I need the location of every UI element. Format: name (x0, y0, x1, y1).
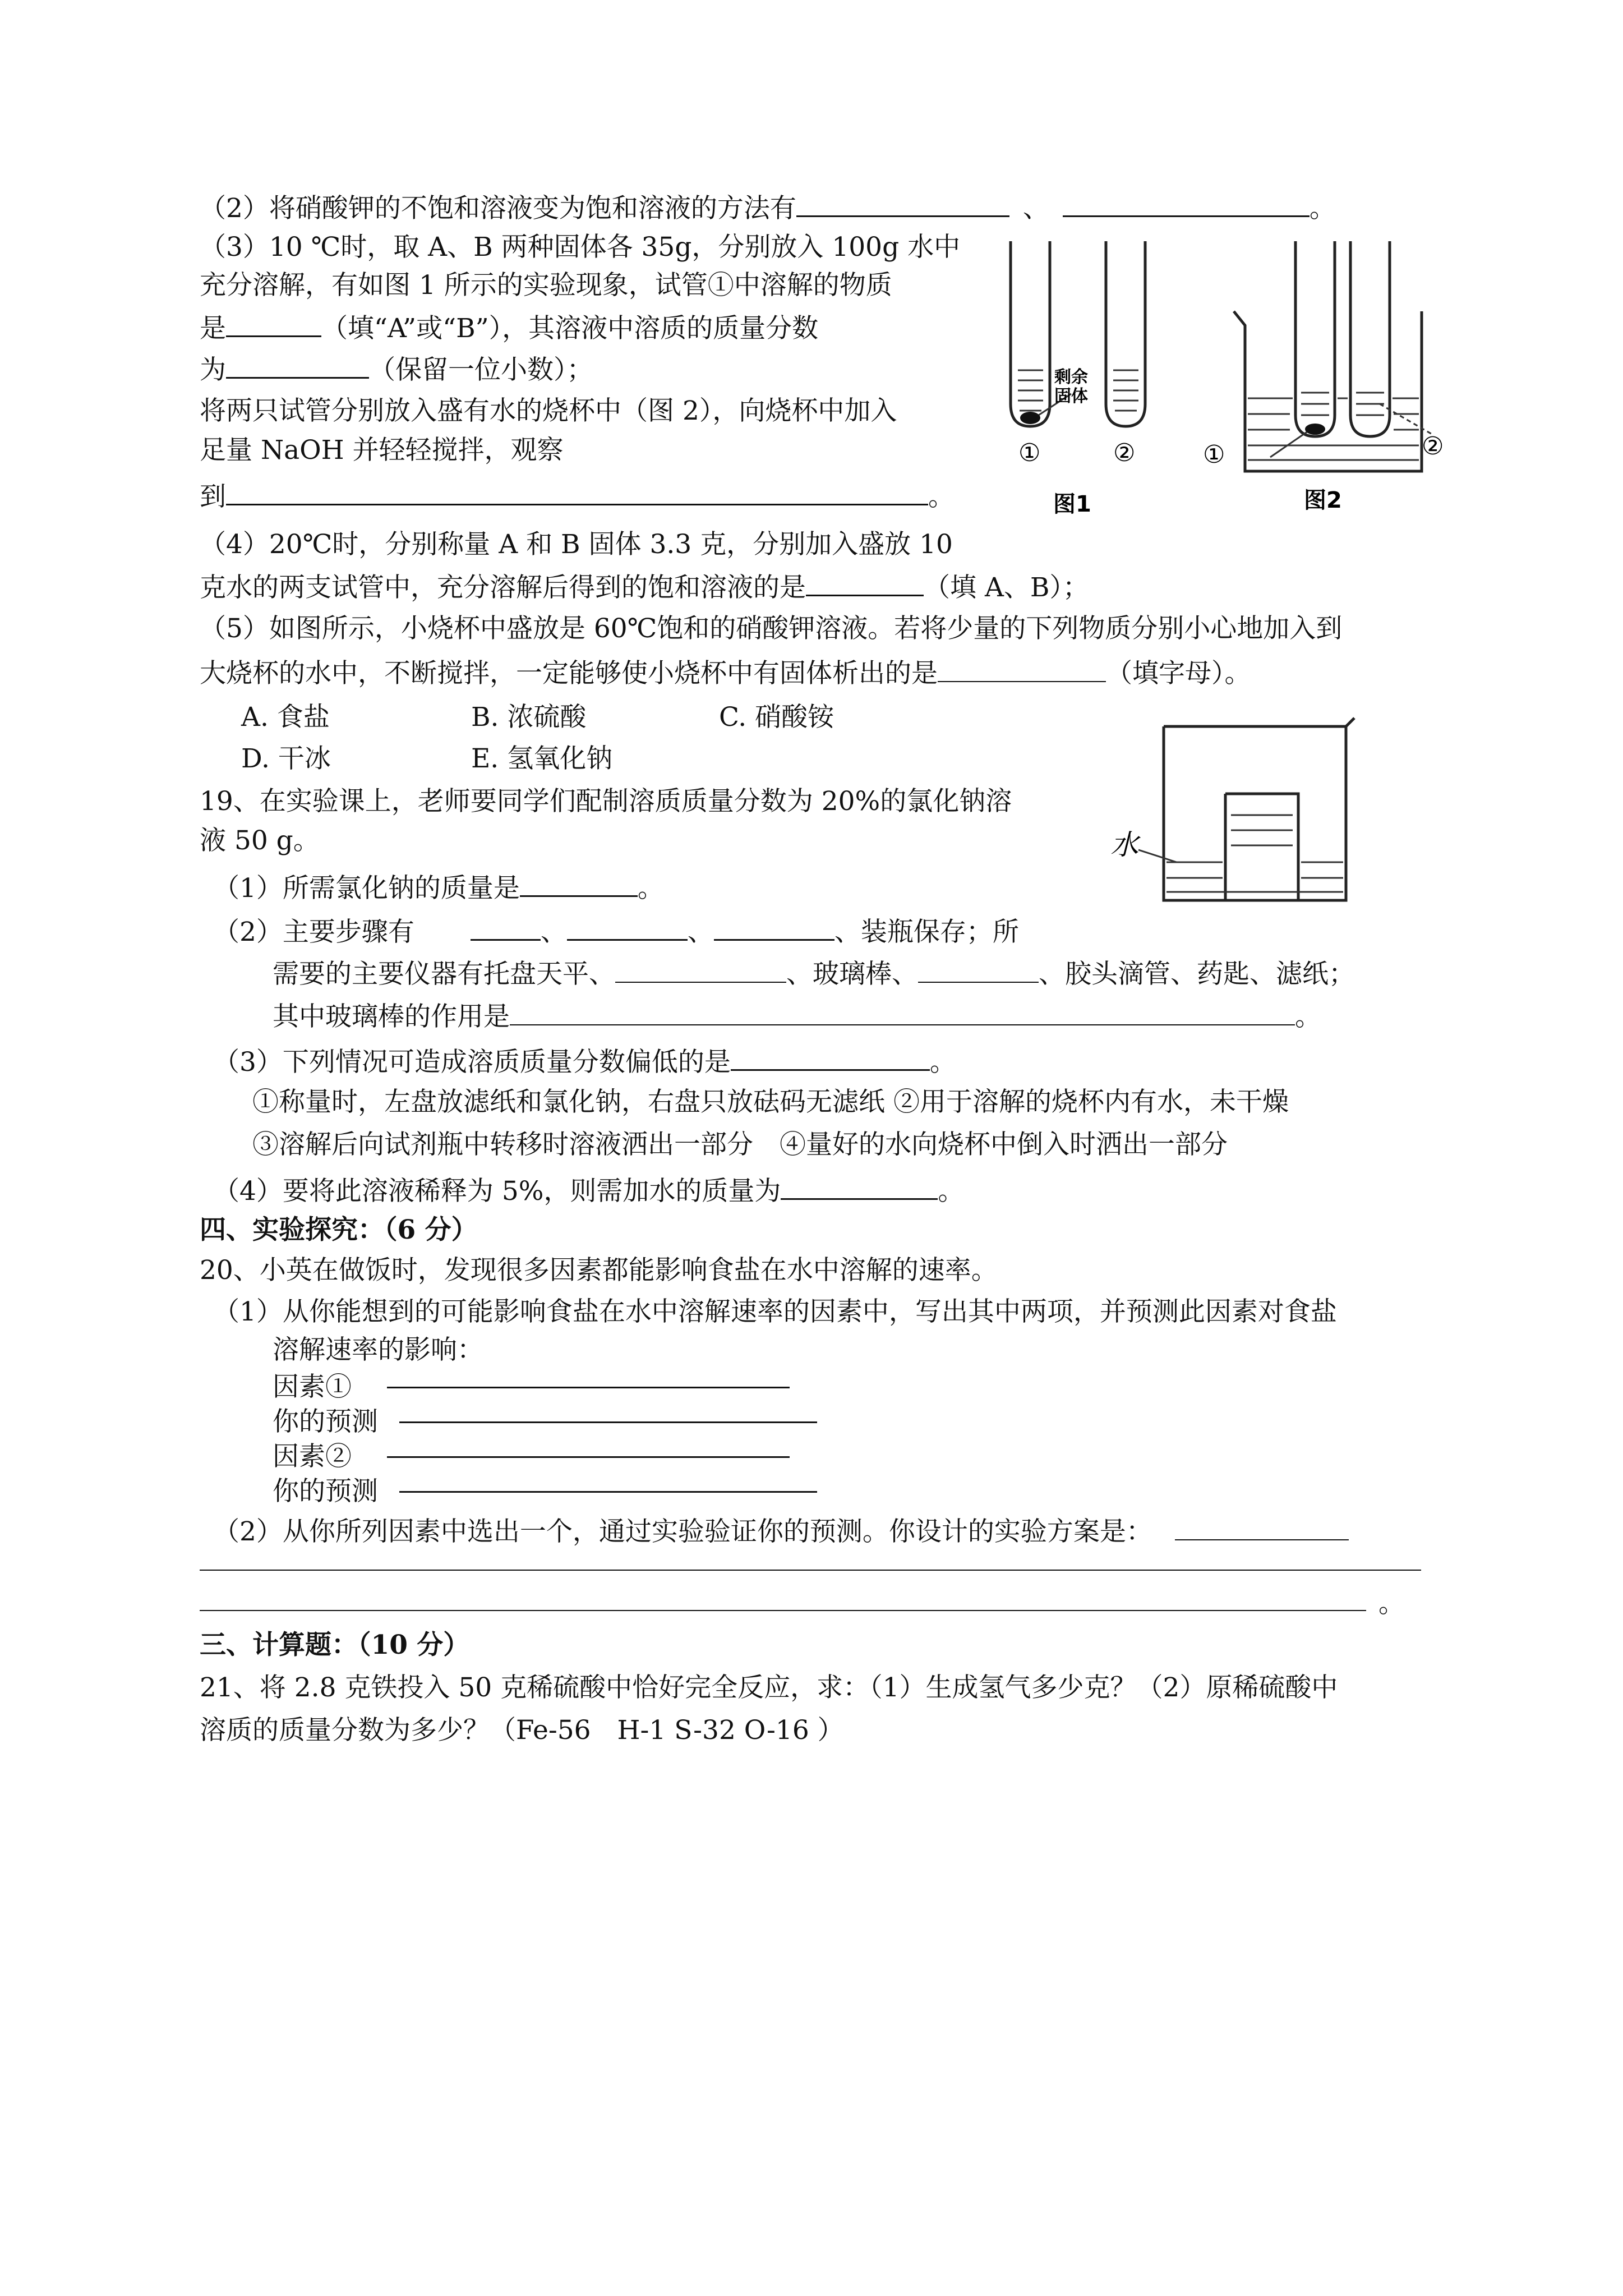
answer-blank[interactable] (796, 187, 1009, 217)
fig1-caption: 图1 (1053, 491, 1091, 517)
q19-line2: 液 50 g。 (200, 825, 320, 856)
q19-part2-line2: 需要的主要仪器有托盘天平、 、玻璃棒、 、胶头滴管、药匙、滤纸； (273, 954, 1355, 993)
answer-blank[interactable] (781, 1170, 938, 1200)
q21-line2: 溶质的质量分数为多少？（Fe-56 H-1 S-32 O-16 ） (200, 1715, 844, 1746)
factor-1: 因素① (273, 1372, 352, 1402)
fig1-tube1-label: ① (1018, 439, 1041, 467)
q21-line1: 21、将 2.8 克铁投入 50 克稀硫酸中恰好完全反应，求：（1）生成氢气多少克？（2）原稀硫酸中 (200, 1672, 1338, 1703)
q20-answer-line-1[interactable] (200, 1570, 1421, 1571)
answer-blank[interactable] (226, 307, 321, 337)
option-b: B. 浓硫酸 (471, 702, 587, 733)
q19-part2-line3: 其中玻璃棒的作用是 。 (273, 996, 1321, 1036)
answer-blank[interactable] (510, 996, 1295, 1025)
figure-beaker (1110, 715, 1374, 923)
q19-part3-items2: ③溶解后向试剂瓶中转移时溶液洒出一部分 ④量好的水向烧杯中倒入时洒出一部分 (252, 1129, 1228, 1160)
q20-part1-line2: 溶解速率的影响： (273, 1335, 483, 1365)
q19-part2-line1: （2）主要步骤有 、 、 、装瓶保存；所 (213, 911, 1019, 951)
q19-line1: 19、在实验课上，老师要同学们配制溶质质量分数为 20%的氯化钠溶 (200, 786, 1012, 817)
option-c: C. 硝酸铵 (719, 702, 834, 733)
figure-1-2 (998, 236, 1458, 527)
q18-part4-line1: （4）20℃时，分别称量 A 和 B 固体 3.3 克，分别加入盛放 10 (200, 529, 953, 560)
answer-blank[interactable] (226, 349, 369, 379)
factor-2: 因素② (273, 1441, 352, 1472)
factor-1-answer-line[interactable] (387, 1387, 790, 1388)
remaining-solid (1305, 424, 1325, 435)
fig2-label1: ① (1203, 440, 1225, 469)
fig2-label2: ② (1422, 432, 1444, 461)
fig1-tube2-label: ② (1113, 439, 1136, 467)
q18-part3-line6: 足量 NaOH 并轻轻搅拌，观察 (200, 435, 564, 466)
prediction-1: 你的预测 (273, 1406, 378, 1437)
fig2-caption: 图2 (1304, 487, 1342, 513)
q18-part4-line2: 克水的两支试管中，充分溶解后得到的饱和溶液的是 （填 A、B）； (200, 567, 1089, 606)
q18-part5-line2: 大烧杯的水中，不断搅拌，一定能够使小烧杯中有固体析出的是 （填字母）。 (200, 653, 1251, 692)
section-4-heading: 四、实验探究：（6 分） (200, 1214, 478, 1245)
q19-part4: （4）要将此溶液稀释为 5%，则需加水的质量为 。 (213, 1170, 964, 1210)
q20-part2: （2）从你所列因素中选出一个，通过实验验证你的预测。你设计的实验方案是： (213, 1511, 1349, 1550)
q18-part5-line1: （5）如图所示，小烧杯中盛放是 60℃饱和的硝酸钾溶液。若将少量的下列物质分别小心地加入到 (200, 613, 1343, 644)
q19-part3: （3）下列情况可造成溶质质量分数偏低的是 。 (213, 1041, 956, 1081)
answer-blank[interactable] (1063, 187, 1310, 217)
option-e: E. 氢氧化钠 (471, 743, 613, 774)
answer-blank[interactable] (1175, 1511, 1349, 1540)
q18-part3-line3: 是 （填“A”或“B”），其溶液中溶质的质量分数 (200, 307, 818, 347)
q18-part3-line1: （3）10 ℃时，取 A、B 两种固体各 35g，分别放入 100g 水中 (200, 232, 961, 263)
q20-answer-line-2[interactable] (200, 1610, 1366, 1611)
remaining-solid (1020, 412, 1040, 424)
q18-part2-text: （2）将硝酸钾的不饱和溶液变为饱和溶液的方法有 (200, 193, 796, 224)
answer-blank[interactable] (806, 567, 924, 596)
option-a: A. 食盐 (241, 702, 330, 733)
answer-blank[interactable] (731, 1041, 930, 1071)
q18-part3-line2: 充分溶解，有如图 1 所示的实验现象，试管①中溶解的物质 (200, 270, 892, 301)
prediction-2-answer-line[interactable] (399, 1491, 817, 1493)
q19-part1: （1）所需氯化钠的质量是 。 (213, 867, 664, 907)
q20-line1: 20、小英在做饭时，发现很多因素都能影响食盐在水中溶解的速率。 (200, 1255, 998, 1286)
q18-part2-line: （2）将硝酸钾的不饱和溶液变为饱和溶液的方法有 、 。 (200, 187, 1336, 227)
answer-blank[interactable] (471, 911, 541, 941)
option-d: D. 干冰 (241, 743, 331, 774)
fig1-label-solid: 固体 (1054, 386, 1088, 406)
prediction-1-answer-line[interactable] (399, 1421, 817, 1423)
answer-blank[interactable] (520, 867, 638, 897)
q20-end: 。 (1378, 1588, 1405, 1619)
water-label: 水 (1110, 829, 1138, 861)
answer-blank[interactable] (226, 476, 928, 505)
fig1-label-remain: 剩余 (1054, 367, 1088, 387)
factor-2-answer-line[interactable] (387, 1456, 790, 1458)
answer-blank[interactable] (615, 954, 786, 983)
prediction-2: 你的预测 (273, 1476, 378, 1507)
answer-blank[interactable] (918, 954, 1039, 983)
q18-part3-line7: 到 。 (200, 476, 955, 516)
q20-part1-line1: （1）从你能想到的可能影响食盐在水中溶解速率的因素中，写出其中两项，并预测此因素对食盐 (213, 1296, 1337, 1327)
section-3-heading: 三、计算题：（10 分） (200, 1630, 470, 1660)
answer-blank[interactable] (567, 911, 688, 941)
answer-blank[interactable] (714, 911, 834, 941)
q18-part3-line5: 将两只试管分别放入盛有水的烧杯中（图 2），向烧杯中加入 (200, 395, 897, 426)
q19-part3-items1: ①称量时，左盘放滤纸和氯化钠，右盘只放砝码无滤纸 ②用于溶解的烧杯内有水，未干燥 (252, 1087, 1289, 1117)
answer-blank[interactable] (938, 653, 1106, 682)
q18-part3-line4: 为 （保留一位小数）； (200, 349, 593, 389)
